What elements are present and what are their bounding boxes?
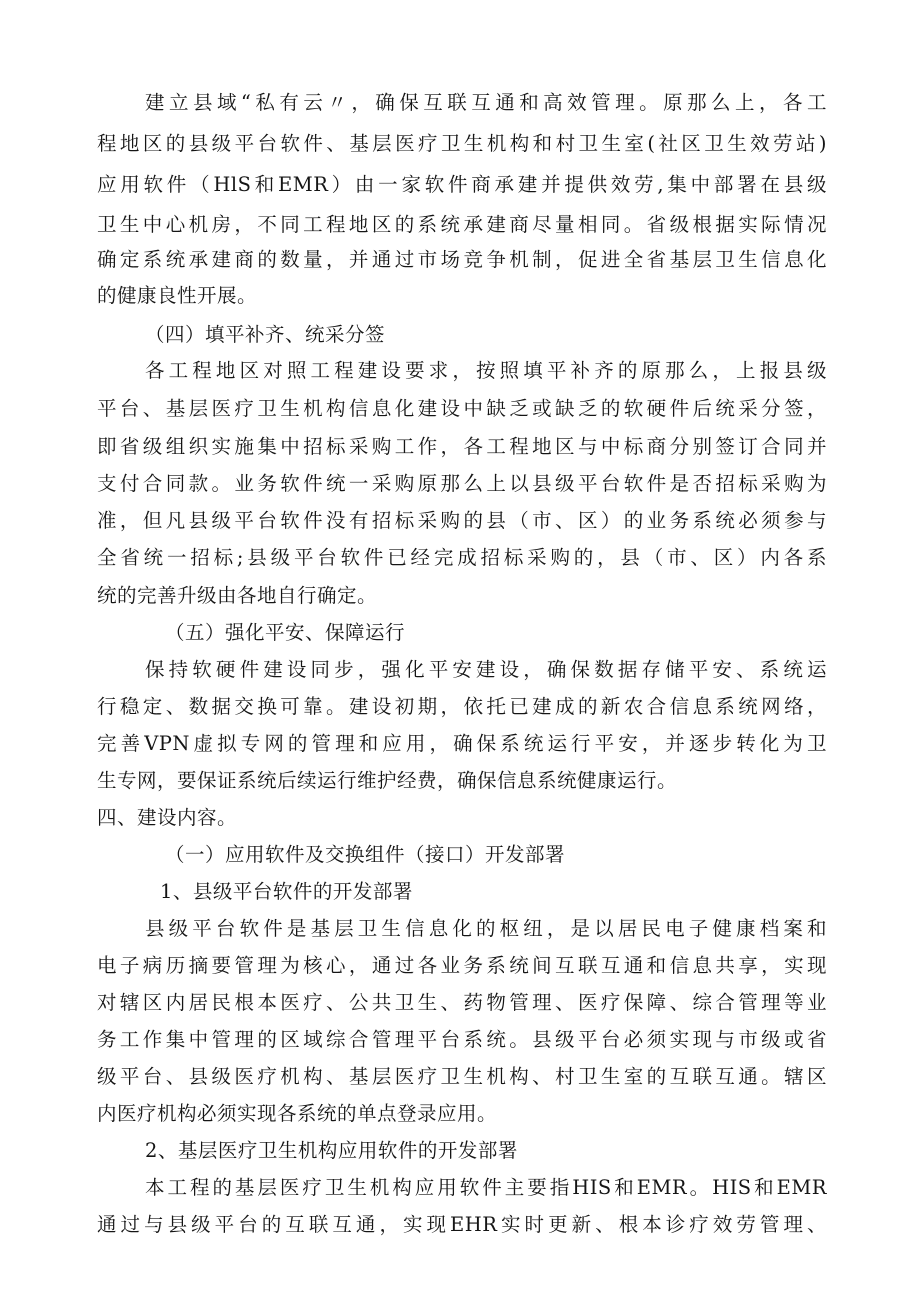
section-heading: （五）强化平安、保障运行: [165, 621, 406, 644]
text-line: 务工作集中管理的区域综合管理平台系统。县级平台必须实现与市级或省: [97, 1028, 827, 1051]
text-line: 支付合同款。业务软件统一采购原那么上以县级平台软件是否招标采购为: [97, 472, 827, 495]
text-line: 电子病历摘要管理为核心，通过各业务系统间互联互通和信息共享，实现: [97, 954, 827, 977]
text-line: 应用软件（HlS和EMR）由一家软件商承建并提供效劳,集中部署在县级: [97, 173, 827, 196]
text-line: 即省级组织实施集中招标采购工作，各工程地区与中标商分别签订合同并: [97, 435, 827, 458]
text-line: 程地区的县级平台软件、基层医疗卫生机构和村卫生室(社区卫生效劳站): [97, 132, 827, 155]
section-heading: 四、建设内容。: [97, 806, 238, 829]
text-line: 级平台、县级医疗机构、基层医疗卫生机构、村卫生室的互联互通。辖区: [97, 1065, 827, 1088]
text-line: 县级平台软件是基层卫生信息化的枢纽，是以居民电子健康档案和: [145, 917, 827, 940]
section-heading: （四）填平补齐、统采分签: [145, 323, 386, 346]
text-line: 平台、基层医疗卫生机构信息化建设中缺乏或缺乏的软硬件后统采分签，: [97, 397, 827, 420]
text-line: 的健康良性开展。: [97, 284, 258, 307]
text-line: 通过与县级平台的互联互通，实现EHR实时更新、根本诊疗效劳管理、: [97, 1213, 827, 1236]
text-line: 全省统一招标;县级平台软件已经完成招标采购的，县（市、区）内各系: [97, 546, 827, 569]
text-line: 准，但凡县级平台软件没有招标采购的县（市、区）的业务系统必须参与: [97, 509, 827, 532]
text-line: 确定系统承建商的数量，并通过市场竞争机制，促进全省基层卫生信息化: [97, 248, 827, 271]
text-line: 建立县域“私有云〃，确保互联互通和高效管理。原那么上，各工: [145, 91, 827, 114]
text-line: 生专网，要保证系统后续运行维护经费，确保信息系统健康运行。: [97, 769, 678, 792]
text-line: 统的完善升级由各地自行确定。: [97, 584, 378, 607]
text-line: 卫生中心机房，不同工程地区的系统承建商尽量相同。省级根据实际情况: [97, 213, 827, 236]
text-line: 内医疗机构必须实现各系统的单点登录应用。: [97, 1102, 498, 1125]
section-heading: （一）应用软件及交换组件（接口）开发部署: [165, 843, 566, 866]
text-line: 行稳定、数据交换可靠。建设初期，依托已建成的新农合信息系统网络，: [97, 695, 827, 718]
text-line: 本工程的基层医疗卫生机构应用软件主要指HIS和EMR。HIS和EMR: [145, 1176, 827, 1199]
text-line: 完善VPN虚拟专网的管理和应用，确保系统运行平安，并逐步转化为卫: [97, 732, 827, 755]
subsection-heading: 1、县级平台软件的开发部署: [160, 880, 413, 903]
subsection-heading: 2、基层医疗卫生机构应用软件的开发部署: [145, 1139, 518, 1162]
text-line: 对辖区内居民根本医疗、公共卫生、药物管理、医疗保障、综合管理等业: [97, 991, 827, 1014]
text-line: 各工程地区对照工程建设要求，按照填平补齐的原那么，上报县级: [145, 359, 827, 382]
text-line: 保持软硬件建设同步，强化平安建设，确保数据存储平安、系统运: [145, 658, 827, 681]
